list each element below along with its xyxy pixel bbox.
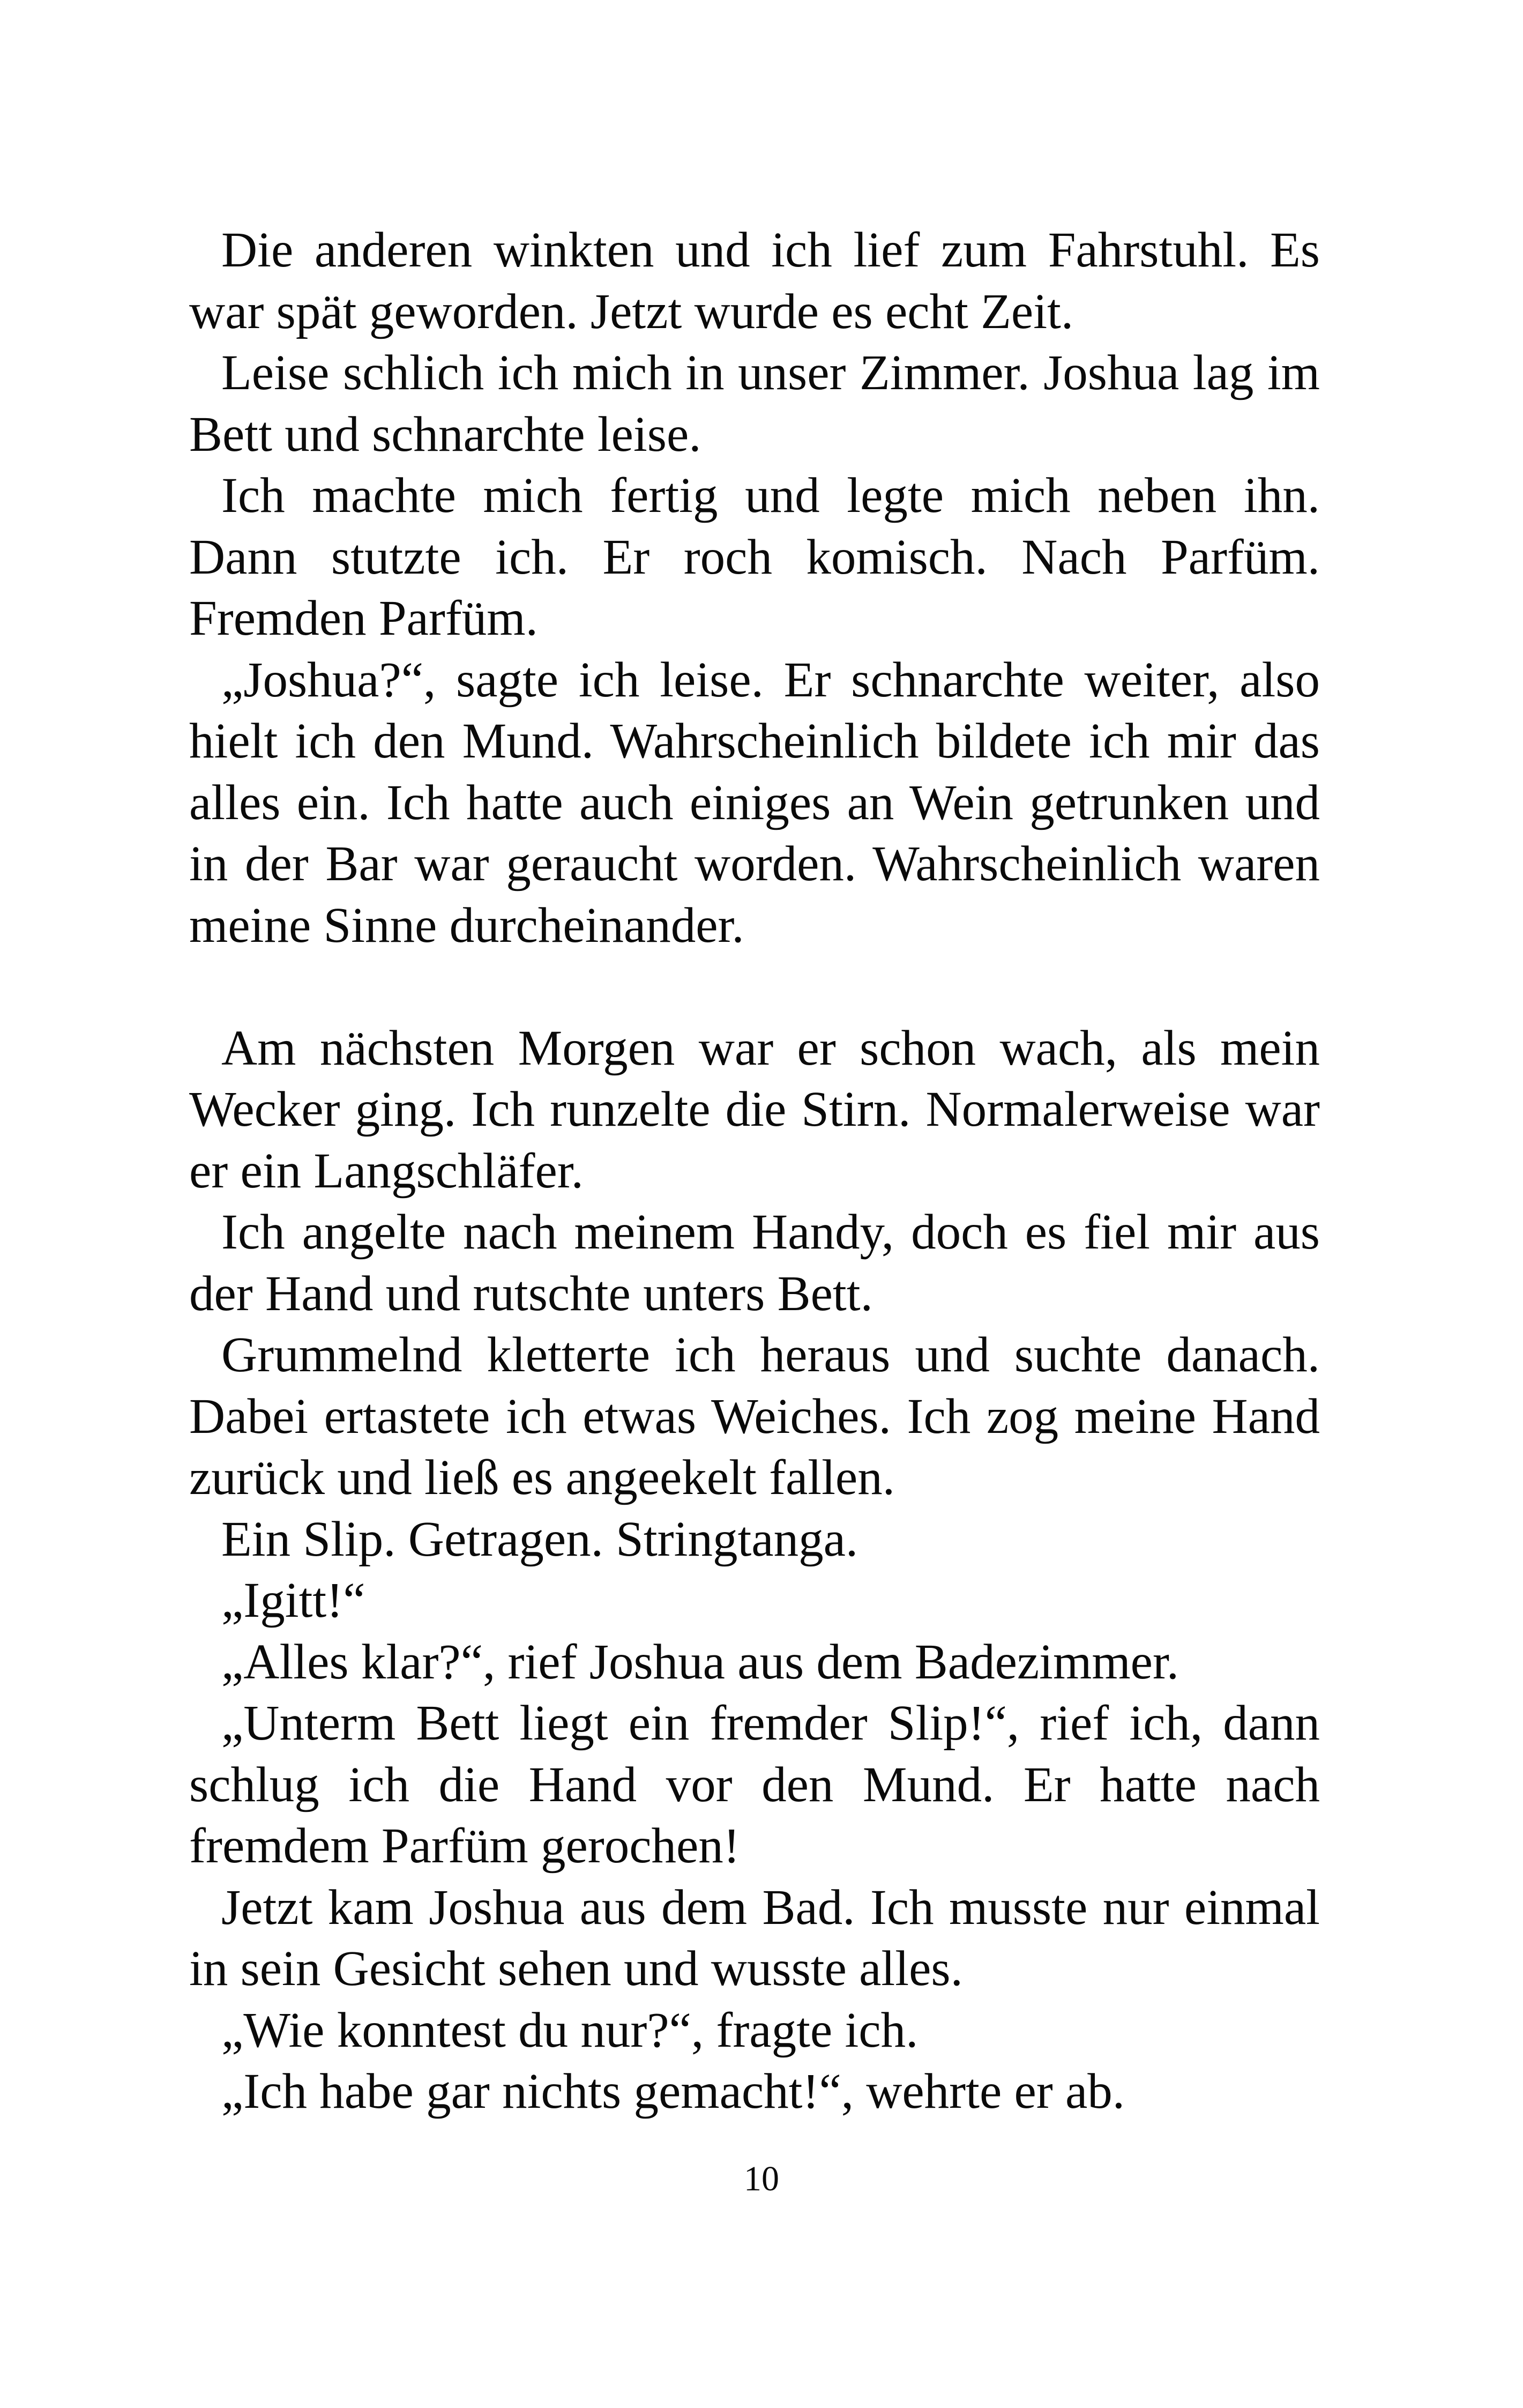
- paragraph: Jetzt kam Joshua aus dem Bad. Ich musste nur einmal in sein Gesicht sehen und wusste alles.: [189, 1879, 1320, 1996]
- paragraph: „Wie konntest du nur?“, fragte ich.: [221, 2002, 919, 2058]
- paragraph: Leise schlich ich mich in unser Zimmer. Joshua lag im Bett und schnarchte leise.: [189, 345, 1320, 462]
- body-text: [189, 220, 1320, 2123]
- section-break: [189, 956, 1320, 1018]
- paragraph: „Ich habe gar nichts gemacht!“, wehrte er ab.: [221, 2064, 1125, 2119]
- paragraph: Ein Slip. Getragen. Stringtanga.: [221, 1511, 858, 1567]
- paragraph: Ich machte mich fertig und legte mich neben ihn. Dann stutzte ich. Er roch komisch. Nach Parfüm. Fremden Parfüm.: [189, 468, 1320, 646]
- paragraph: Ich angelte nach meinem Handy, doch es fiel mir aus der Hand und rutschte unters Bett.: [189, 1205, 1320, 1321]
- paragraph: Grummelnd kletterte ich heraus und suchte danach. Dabei ertastete ich etwas Weiches. Ich zog meine Hand zurück und ließ es angeekelt fallen.: [189, 1327, 1320, 1505]
- paragraph: „Alles klar?“, rief Joshua aus dem Badezimmer.: [221, 1634, 1179, 1690]
- page-number: 10: [744, 2159, 779, 2198]
- paragraph: Am nächsten Morgen war er schon wach, als mein Wecker ging. Ich runzelte die Stirn. Normalerweise war er ein Langschläfer.: [189, 1020, 1320, 1199]
- paragraph: „Joshua?“, sagte ich leise. Er schnarchte weiter, also hielt ich den Mund. Wahrscheinlich bildete ich mir das alles ein. Ich hatte auch einiges an Wein getrunken und in der Bar war geraucht worden. Wahrscheinlich waren meine Sinne durcheinander.: [189, 652, 1320, 953]
- paragraph: „Igitt!“: [221, 1573, 365, 1628]
- paragraph: „Unterm Bett liegt ein fremder Slip!“, rief ich, dann schlug ich die Hand vor den Mund. Er hatte nach fremdem Parfüm gerochen!: [189, 1696, 1320, 1874]
- paragraph: Die anderen winkten und ich lief zum Fahrstuhl. Es war spät geworden. Jetzt wurde es echt Zeit.: [189, 222, 1320, 339]
